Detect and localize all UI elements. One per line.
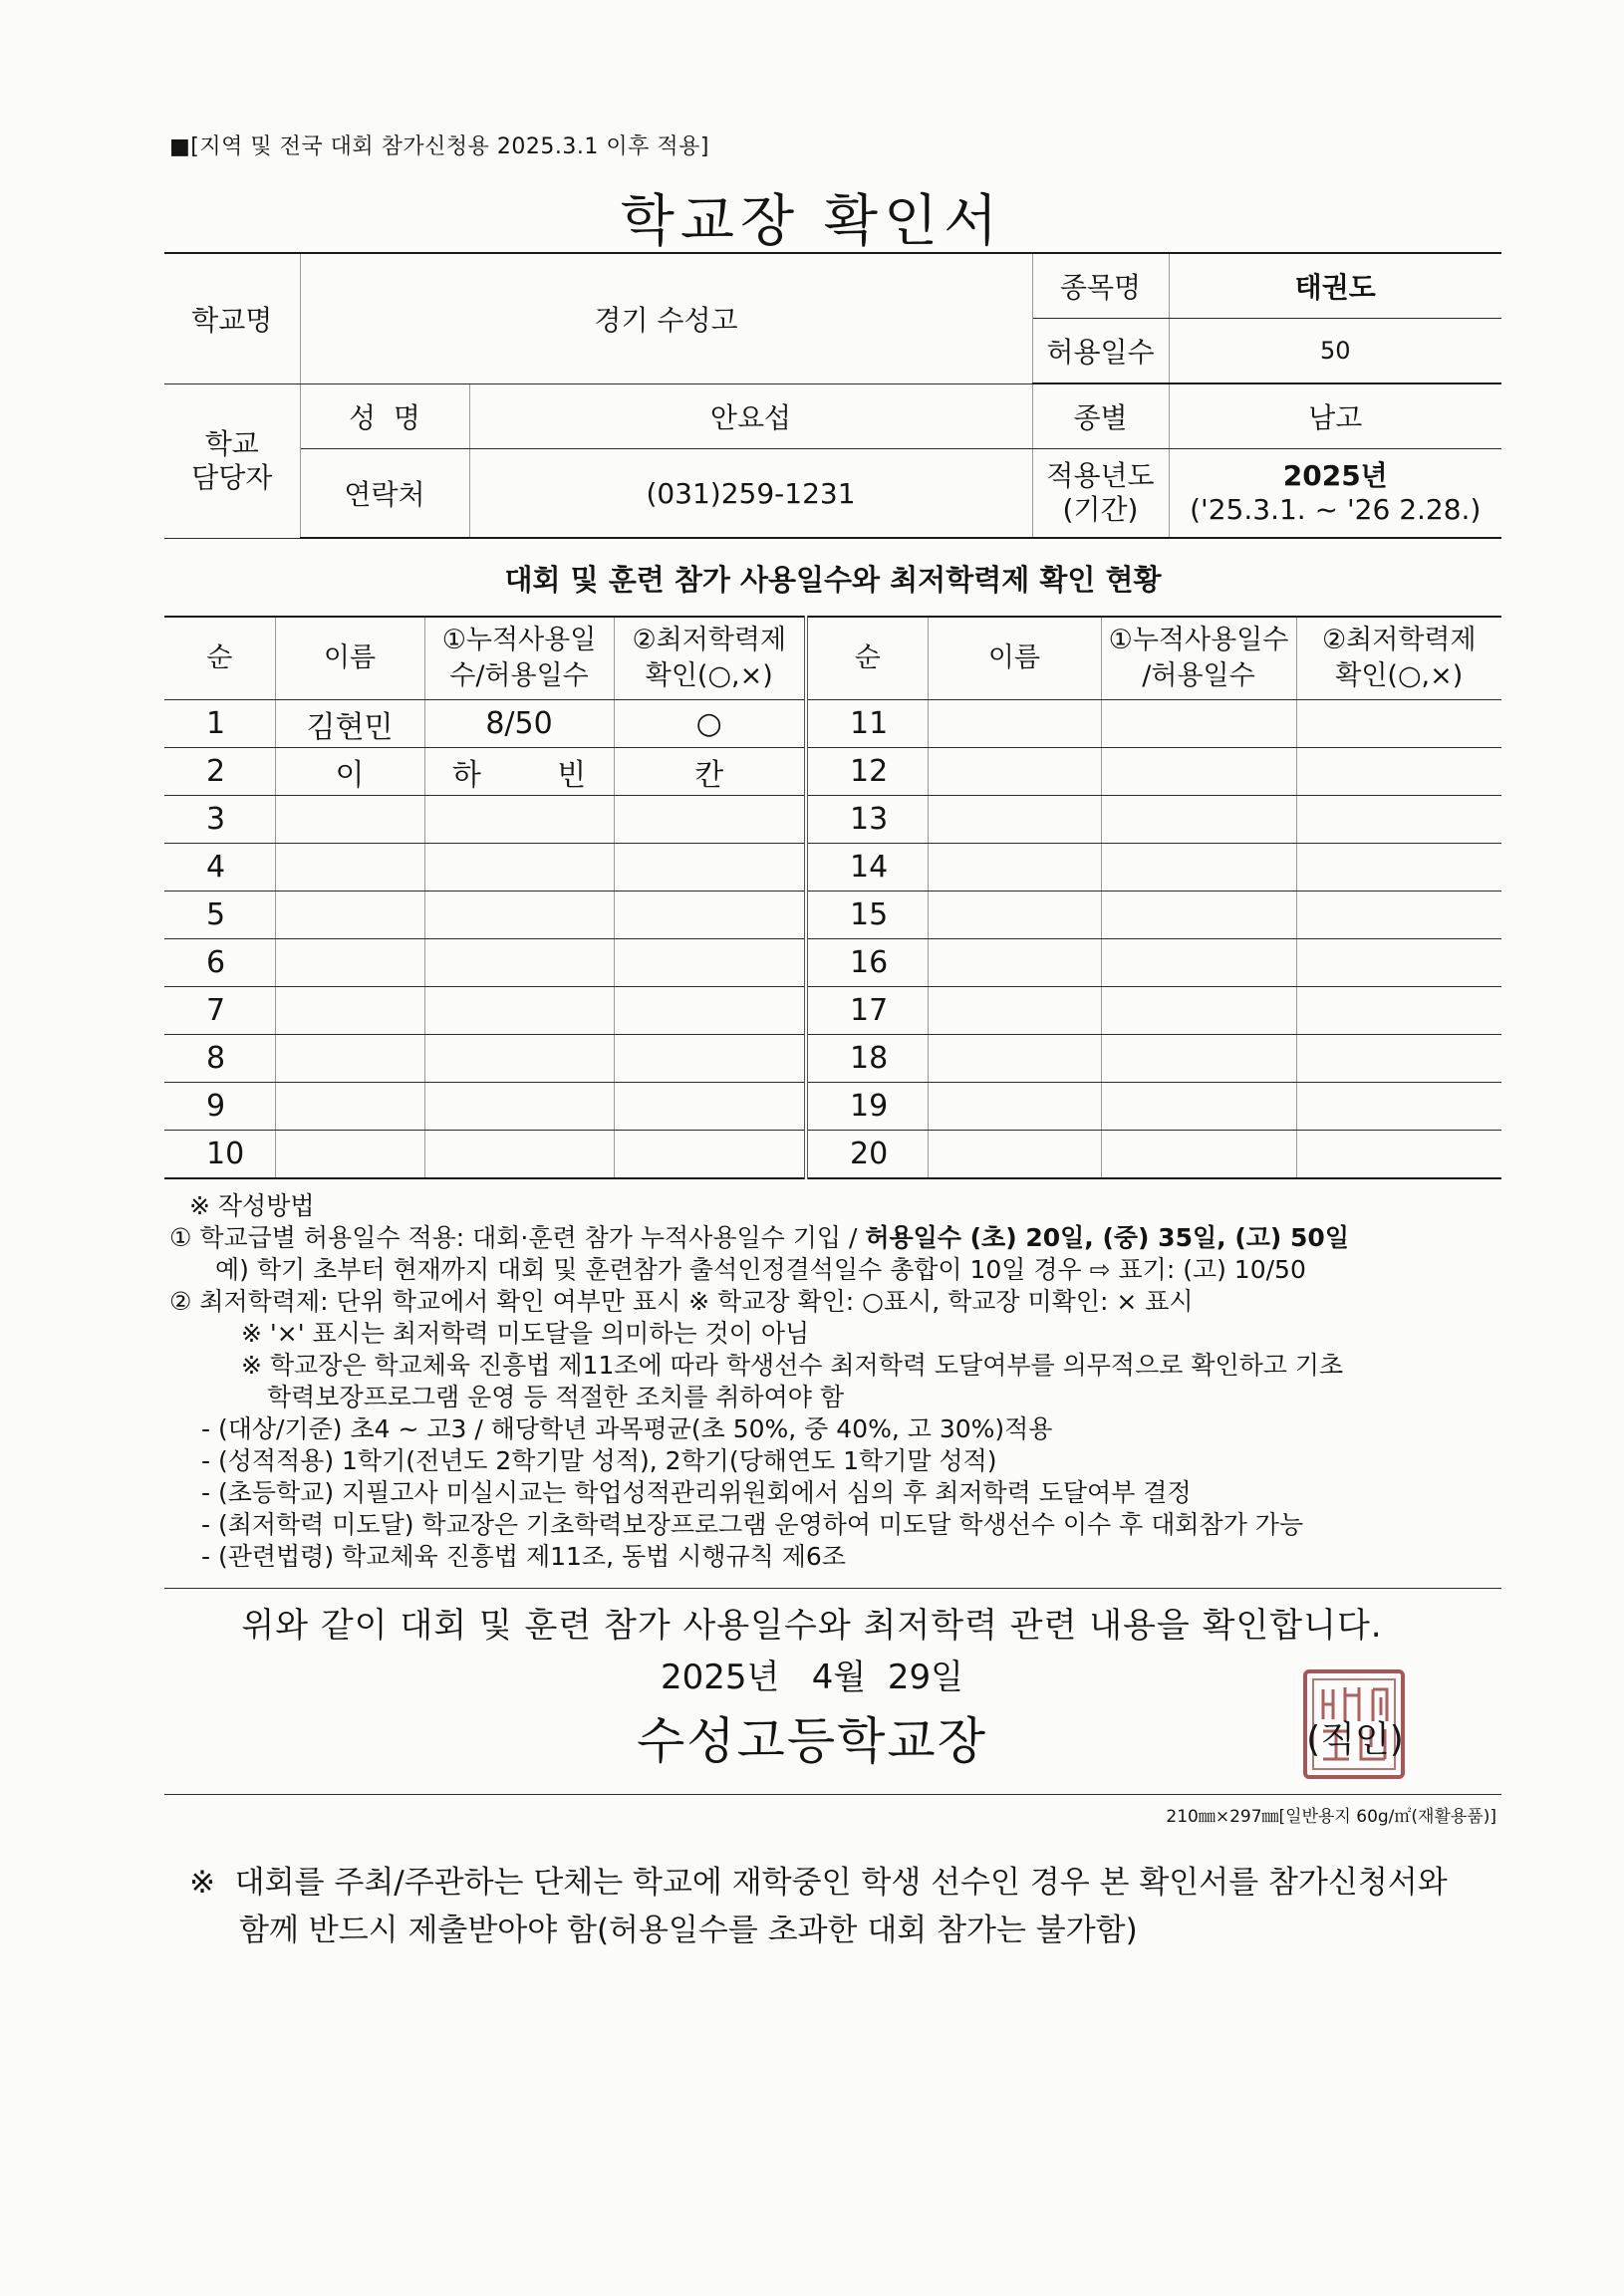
row-name (275, 844, 424, 892)
instruction-1: ① 학교급별 허용일수 적용: 대회·훈련 참가 누적사용일수 기입 / 허용일수 (초) 20일, (중) 35일, (고) 50일 (169, 1223, 1349, 1252)
row-no: 15 (806, 892, 928, 939)
row-days (424, 892, 614, 939)
row-no: 10 (164, 1131, 275, 1179)
row-check (614, 1035, 806, 1083)
detail-elementary: - (초등학교) 지필고사 미실시교는 학업성적관리위원회에서 심의 후 최저학력 도달여부 결정 (201, 1478, 1192, 1507)
category-value: 남고 (1169, 383, 1501, 449)
header-no-left: 순 (164, 617, 275, 700)
detail-grades: - (성적적용) 1학기(전년도 2학기말 성적), 2학기(당해연도 1학기말 성적) (201, 1446, 997, 1475)
row-no: 12 (806, 748, 928, 796)
detail-below-minimum: - (최저학력 미도달) 학교장은 기초학력보장프로그램 운영하여 미도달 학생선수 이수 후 대회참가 가능 (201, 1510, 1304, 1539)
instructions (169, 1190, 1514, 1573)
divider (164, 1588, 1501, 1589)
allowed-days-label: 허용일수 (1032, 319, 1169, 384)
row-check: ○ (614, 700, 806, 748)
row-days (424, 1035, 614, 1083)
issue-date: 2025년 4월 29일 (661, 1658, 963, 1697)
row-check (1296, 1083, 1501, 1131)
row-check (1296, 892, 1501, 939)
row-name (275, 1035, 424, 1083)
table-row (164, 1035, 1501, 1083)
row-no: 2 (164, 748, 275, 796)
row-days (424, 939, 614, 987)
row-no: 5 (164, 892, 275, 939)
instruction-2-note-a: ※ '×' 표시는 최저학력 미도달을 의미하는 것이 아님 (241, 1319, 810, 1348)
row-check (614, 939, 806, 987)
row-check (614, 1083, 806, 1131)
row-no: 7 (164, 987, 275, 1035)
row-check (614, 892, 806, 939)
table-row (164, 892, 1501, 939)
sport-label: 종목명 (1032, 253, 1169, 319)
school-info-table (164, 252, 1501, 539)
allowed-days-value: 50 (1169, 319, 1501, 384)
row-name (928, 1035, 1101, 1083)
row-no: 3 (164, 796, 275, 844)
row-check (1296, 939, 1501, 987)
row-check (614, 796, 806, 844)
table-row (164, 1083, 1501, 1131)
row-days: 하 빈 (424, 748, 614, 796)
principal-title: 수성고등학교장 (636, 1712, 988, 1770)
table-row (164, 700, 1501, 748)
row-days (424, 987, 614, 1035)
row-name (928, 1083, 1101, 1131)
row-name (275, 796, 424, 844)
instruction-2-note-b: ※ 학교장은 학교체육 진흥법 제11조에 따라 학생선수 최저학력 도달여부를 의무적으로 확인하고 기초 (241, 1351, 1344, 1380)
header-check-left: ②최저학력제 확인(○,×) (614, 617, 806, 700)
row-name (928, 796, 1101, 844)
row-name (928, 939, 1101, 987)
contact-person-label: 학교 담당자 (164, 383, 300, 538)
row-check (1296, 987, 1501, 1035)
row-days (424, 844, 614, 892)
phone-label: 연락처 (300, 449, 469, 539)
row-no: 13 (806, 796, 928, 844)
table-row (164, 844, 1501, 892)
row-check (614, 1131, 806, 1179)
row-no: 18 (806, 1035, 928, 1083)
sport-value: 태권도 (1169, 253, 1501, 319)
header-no-right: 순 (806, 617, 928, 700)
row-no: 14 (806, 844, 928, 892)
usage-table (164, 616, 1501, 1179)
row-check (1296, 844, 1501, 892)
row-days (1101, 1035, 1296, 1083)
row-check (1296, 796, 1501, 844)
table-row (164, 987, 1501, 1035)
row-days (1101, 892, 1296, 939)
row-no: 11 (806, 700, 928, 748)
row-days (424, 1131, 614, 1179)
row-days (1101, 796, 1296, 844)
document-title: 학교장 확인서 (620, 189, 1004, 254)
row-name: 이 (275, 748, 424, 796)
instruction-2-note-b-cont: 학력보장프로그램 운영 등 적절한 조치를 취하여야 함 (267, 1383, 844, 1411)
row-check (614, 844, 806, 892)
year-value: 2025년 ('25.3.1. ~ '26 2.28.) (1169, 449, 1501, 539)
category-label: 종별 (1032, 383, 1169, 449)
row-name (275, 892, 424, 939)
row-no: 4 (164, 844, 275, 892)
row-days (1101, 1083, 1296, 1131)
row-check (614, 987, 806, 1035)
row-name (928, 748, 1101, 796)
row-no: 20 (806, 1131, 928, 1179)
row-check (1296, 748, 1501, 796)
header-name-right: 이름 (928, 617, 1101, 700)
school-name-label: 학교명 (164, 253, 300, 383)
row-name (928, 844, 1101, 892)
phone-value: (031)259-1231 (469, 449, 1032, 539)
form-version-note: ■[지역 및 전국 대회 참가신청용 2025.3.1 이후 적용] (169, 134, 709, 159)
row-no: 9 (164, 1083, 275, 1131)
school-name-value: 경기 수성고 (300, 253, 1032, 383)
table-row (164, 796, 1501, 844)
row-name (928, 892, 1101, 939)
row-name (928, 987, 1101, 1035)
header-days-right: ①누적사용일수 /허용일수 (1101, 617, 1296, 700)
submission-note-line-2: 함께 반드시 제출받아야 함(허용일수를 초과한 대회 참가는 불가함) (239, 1913, 1138, 1948)
instruction-1-example: 예) 학기 초부터 현재까지 대회 및 훈련참가 출석인정결석일수 총합이 10일 경우 ⇨ 표기: (고) 10/50 (215, 1255, 1306, 1284)
table-row (164, 1131, 1501, 1179)
row-name: 김현민 (275, 700, 424, 748)
confirmation-statement: 위와 같이 대회 및 훈련 참가 사용일수와 최저학력 관련 내용을 확인합니다. (241, 1606, 1383, 1646)
row-days: 8/50 (424, 700, 614, 748)
detail-target: - (대상/기준) 초4 ~ 고3 / 해당학년 과목평균(초 50%, 중 40%, 고 30%)적용 (201, 1414, 1053, 1443)
table-row (164, 939, 1501, 987)
year-label: 적용년도 (기간) (1032, 449, 1169, 539)
row-days (1101, 700, 1296, 748)
section-title: 대회 및 훈련 참가 사용일수와 최저학력제 확인 현황 (504, 563, 1162, 597)
row-name (928, 1131, 1101, 1179)
row-no: 16 (806, 939, 928, 987)
row-days (424, 796, 614, 844)
detail-laws: - (관련법령) 학교체육 진흥법 제11조, 동법 시행규칙 제6조 (201, 1542, 846, 1571)
row-days (1101, 748, 1296, 796)
table-row (164, 748, 1501, 796)
row-days (1101, 939, 1296, 987)
row-name (275, 987, 424, 1035)
instruction-2: ② 최저학력제: 단위 학교에서 확인 여부만 표시 ※ 학교장 확인: ○표시, 학교장 미확인: × 표시 (169, 1287, 1194, 1316)
row-no: 17 (806, 987, 928, 1035)
submission-note-line-1: ※ 대회를 주최/주관하는 단체는 학교에 재학중인 학생 선수인 경우 본 확인서를 참가신청서와 (189, 1865, 1448, 1901)
row-no: 1 (164, 700, 275, 748)
paper-spec: 210㎜×297㎜[일반용지 60g/㎡(재활용품)] (1166, 1807, 1496, 1827)
divider (164, 1794, 1501, 1795)
name-label: 성 명 (300, 383, 469, 449)
row-no: 8 (164, 1035, 275, 1083)
row-check: 칸 (614, 748, 806, 796)
header-name-left: 이름 (275, 617, 424, 700)
row-days (424, 1083, 614, 1131)
instructions-heading: ※ 작성방법 (189, 1191, 315, 1220)
header-days-left: ①누적사용일 수/허용일수 (424, 617, 614, 700)
header-check-right: ②최저학력제 확인(○,×) (1296, 617, 1501, 700)
row-no: 19 (806, 1083, 928, 1131)
row-name (275, 1083, 424, 1131)
row-name (275, 1131, 424, 1179)
row-check (1296, 1035, 1501, 1083)
row-days (1101, 844, 1296, 892)
contact-name-value: 안요섭 (469, 383, 1032, 449)
seal-label: (직인) (1306, 1719, 1404, 1760)
row-check (1296, 1131, 1501, 1179)
row-name (928, 700, 1101, 748)
row-no: 6 (164, 939, 275, 987)
submission-note (189, 1859, 1448, 1954)
row-days (1101, 987, 1296, 1035)
row-days (1101, 1131, 1296, 1179)
row-name (275, 939, 424, 987)
row-check (1296, 700, 1501, 748)
